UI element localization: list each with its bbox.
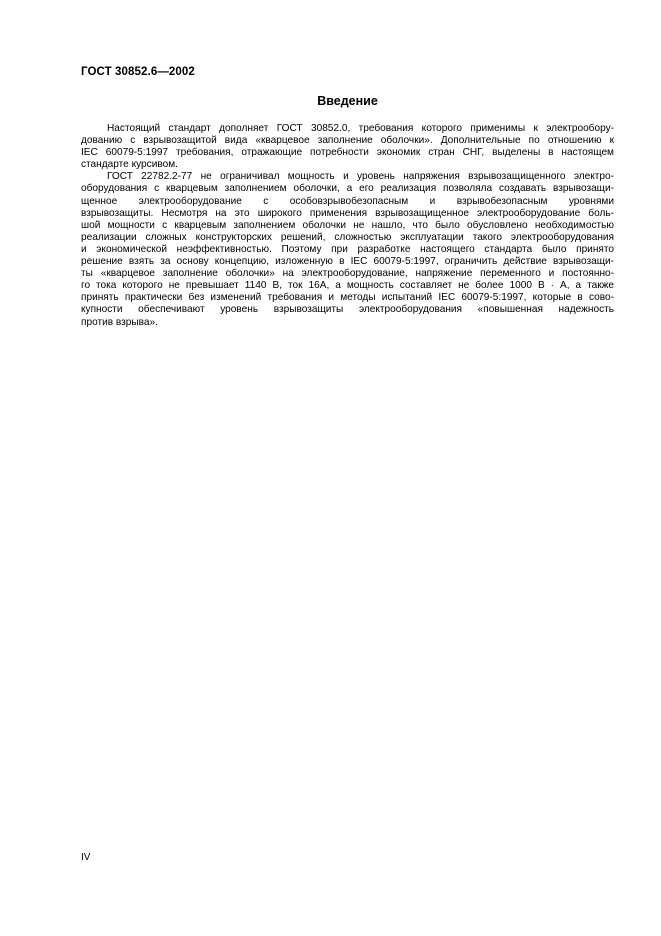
paragraph-line: го тока которого не превышает 1140 В, ток 16А, а мощность составляет не более 1000 В · А, а также bbox=[81, 280, 614, 292]
paragraph-line: IEC 60079-5:1997 требования, отражающие потребности экономик стран СНГ, выделены в настоящем bbox=[81, 147, 614, 159]
paragraph-line: и экономической неэффективностью. Поэтому при разработке настоящего стандарта было принято bbox=[81, 243, 614, 255]
paragraph-line: Настоящий стандарт дополняет ГОСТ 30852.0, требования которого применимы к электрообору- bbox=[107, 123, 614, 134]
paragraph-line: ты «кварцевое заполнение оболочки» на электрооборудование, напряжение переменного и постоянно- bbox=[81, 268, 614, 280]
paragraph-line: дованию с взрывозащитой вида «кварцевое заполнение оболочки». Дополнительные по отношению к bbox=[81, 135, 614, 147]
paragraph-line: принять практически без изменений требования и методы испытаний IEC 60079-5:1997, которые в сово- bbox=[81, 292, 614, 304]
paragraph-line: решение взять за основу концепцию, изложенную в IEC 60079-5:1997, ограничить действие взрывозащи- bbox=[81, 256, 614, 268]
paragraph-line: шой мощности с кварцевым заполнением оболочки не нашло, что было обусловлено необходимостью bbox=[81, 219, 614, 231]
body-text bbox=[81, 123, 614, 329]
paragraph-line: стандарте курсивом. bbox=[81, 159, 178, 171]
paragraph-line: купности обеспечивают уровень взрывозащиты электрооборудования «повышенная надежность bbox=[81, 304, 614, 316]
paragraph-line: против взрыва». bbox=[81, 316, 158, 328]
paragraph-line: щенное электрооборудование с особовзрывобезопасным и взрывобезопасным уровнями bbox=[81, 195, 614, 207]
section-title: Введение bbox=[317, 94, 378, 108]
page-number: IV bbox=[81, 852, 91, 863]
document-header: ГОСТ 30852.6—2002 bbox=[81, 66, 195, 78]
paragraph-line: реализации сложных конструкторских решений, сложностью эксплуатации такого электрооборудования bbox=[81, 231, 614, 243]
paragraph-line: ГОСТ 22782.2-77 не ограничивал мощность и уровень напряжения взрывозащищенного электро- bbox=[107, 171, 614, 183]
paragraph-line: взрывозащиты. Несмотря на это широкого применения взрывозащищенное электрооборудование боль- bbox=[81, 207, 614, 219]
paragraph-line: оборудования с кварцевым заполнением оболочки, а его реализация позволяла создавать взрывозащи- bbox=[81, 183, 614, 195]
